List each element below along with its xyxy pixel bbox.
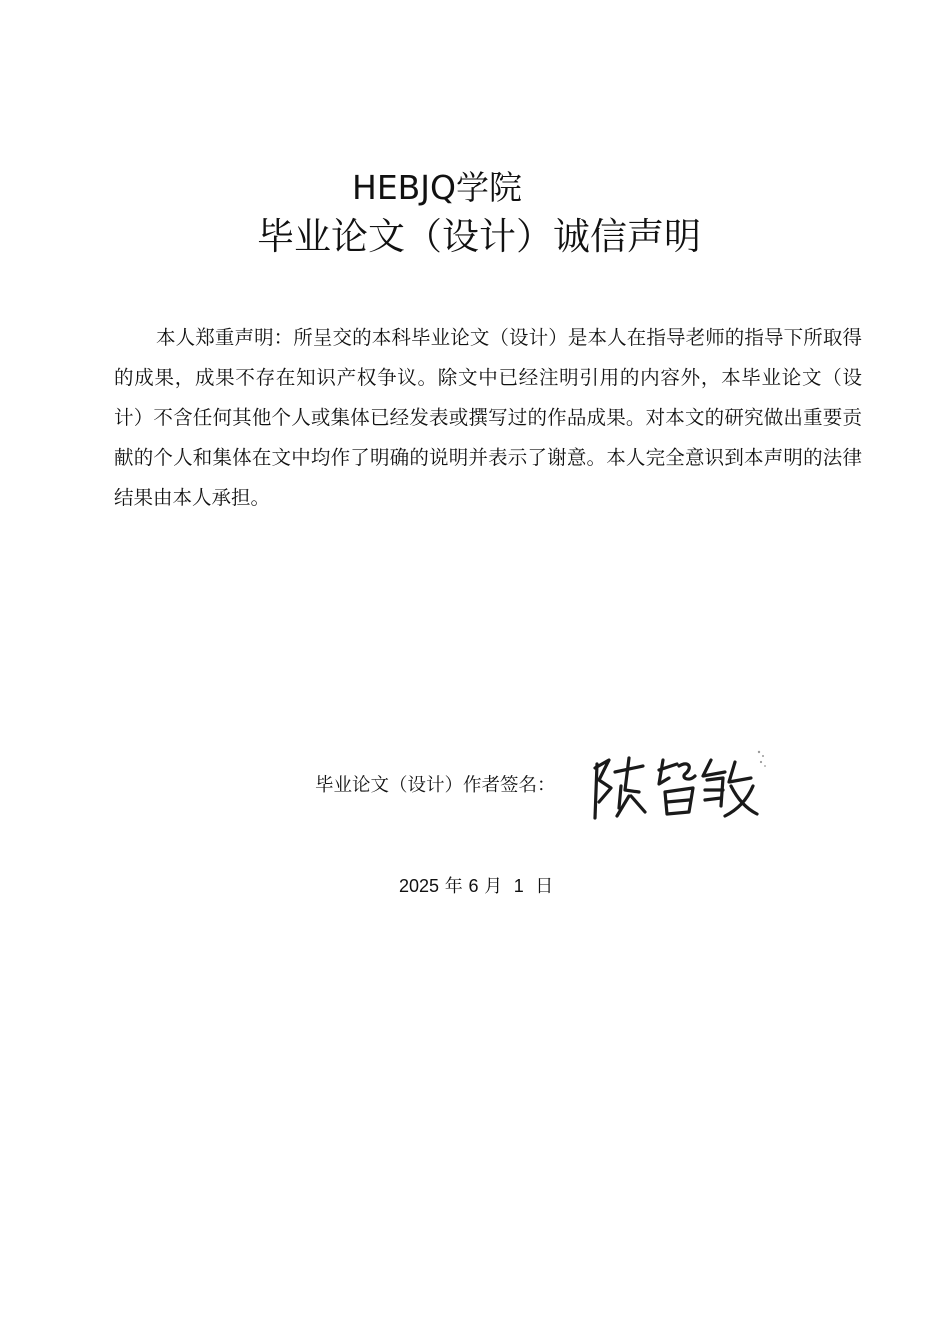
signature-row — [315, 746, 775, 826]
signing-date — [399, 873, 553, 900]
page-title: 毕业论文（设计）诚信声明 — [257, 215, 701, 258]
signature-label: 毕业论文（设计）作者签名： — [315, 775, 556, 796]
institution-name: HEBJQ学院 — [352, 168, 523, 207]
date-day: 1 — [513, 876, 524, 896]
date-year-unit: 年 — [444, 876, 463, 897]
declaration-statement: 本人郑重声明：所呈交的本科毕业论文（设计）是本人在指导老师的指导下所取得的成果，成果不存在知识产权争议。除文中已经注明引用的内容外，本毕业论文（设计）不含任何其他个人或集体已经发表或撰写过的作品成果。对本文的研究做出重要贡献的个人和集体在文中均作了明确的说明并表示了谢意。本人完全意识到本声明的法律结果由本人承担。 — [114, 326, 862, 509]
date-month-unit: 月 — [484, 876, 503, 897]
date-day-unit: 日 — [535, 876, 554, 897]
date-month: 6 — [468, 876, 479, 896]
date-year: 2025 — [399, 876, 440, 896]
handwritten-signature — [585, 746, 770, 826]
